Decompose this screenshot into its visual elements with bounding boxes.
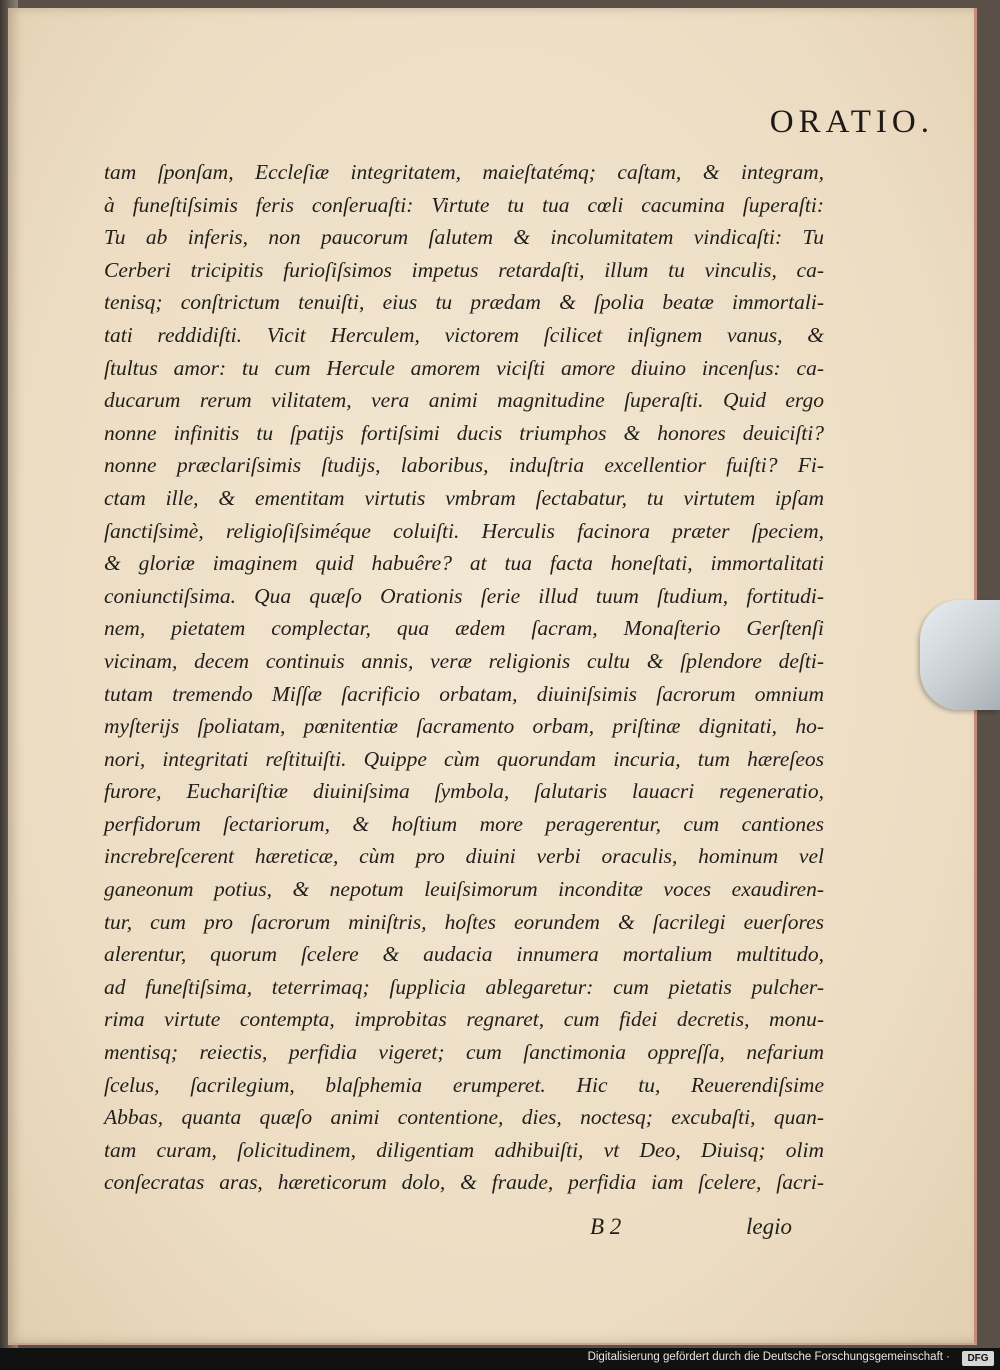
catchword: legio [746,1214,792,1239]
text-line: myſterijs ſpoliatam, pœnitentiæ ſacramento orbam, priſtinæ dignitati, ho- [104,714,824,739]
text-line: perfidorum ſectariorum, & hoſtium more peragerentur, cum cantiones [104,811,824,836]
page-tab-marker [920,600,1000,710]
text-line: tenisq; conſtrictum tenuiſti, eius tu prædam & ſpolia beatæ immortali- [104,290,824,315]
text-line: ſtultus amor: tu cum Hercule amorem viciſti amore diuino incenſus: ca- [104,355,824,380]
text-line: conſecratas aras, hæreticorum dolo, & fraude, perfidia iam ſcelere, ſacri- [104,1170,824,1195]
text-line: ctam ille, & ementitam virtutis vmbram ſectabatur, tu virtutem ipſam [104,485,824,510]
text-line: tam ſponſam, Eccleſiæ integritatem, maieſtatémq; caſtam, & integram, [104,160,824,184]
signature-mark: B 2 [590,1214,622,1239]
text-line: nem, pietatem complectar, qua ædem ſacram, Monaſterio Gerſtenſi [104,616,824,641]
body-text [104,156,824,1199]
page-footer [8,1214,974,1244]
text-line: ducarum rerum vilitatem, vera animi magnitudine ſuperaſti. Quid ergo [104,388,824,413]
text-line: ſanctiſsimè, religioſiſsiméque coluiſti. Herculis facinora præter ſpeciem, [104,518,824,543]
text-line: tur, cum pro ſacrorum miniſtris, hoſtes eorundem & ſacrilegi euerſores [104,909,824,934]
text-line: Abbas, quanta quæſo animi contentione, dies, noctesq; excubaſti, quan- [104,1105,824,1130]
book-page [8,8,977,1345]
running-header: ORATIO. [769,104,934,140]
text-line: à funeſtiſsimis feris conſeruaſti: Virtute tu tua cœli cacumina ſuperaſti: [104,192,824,217]
text-line: ſcelus, ſacrilegium, blaſphemia erumperet. Hic tu, Reuerendiſsime [104,1072,824,1097]
text-line: ganeonum potius, & nepotum leuiſsimorum inconditæ voces exaudiren- [104,877,824,902]
text-line: tutam tremendo Miſſæ ſacrificio orbatam, diuiniſsimis ſacrorum omnium [104,681,824,706]
text-line: vicinam, decem continuis annis, veræ religionis cultu & ſplendore deſti- [104,648,824,673]
text-line: Cerberi tricipitis furioſiſsimos impetus retardaſti, illum tu vinculis, ca- [104,257,824,282]
text-line: coniunctiſsima. Qua quæſo Orationis ſerie illud tuum ſtudium, fortitudi- [104,583,824,608]
text-line: & gloriæ imaginem quid habuêre? at tua facta honeſtati, immortalitati [104,551,824,576]
text-line: rima virtute contempta, improbitas regnaret, cum fidei decretis, monu- [104,1007,824,1032]
text-line: mentisq; reiectis, perfidia vigeret; cum ſanctimonia oppreſſa, nefarium [104,1040,824,1065]
text-line: nonne præclariſsimis ſtudijs, laboribus, induſtria excellentior fuiſti? Fi- [104,453,824,478]
text-line: Tu ab inferis, non paucorum ſalutem & incolumitatem vindicaſti: Tu [104,225,824,250]
credit-bar [0,1348,1000,1370]
text-line: nonne infinitis tu ſpatijs fortiſsimi ducis triumphos & honores deuiciſti? [104,420,824,445]
text-line: furore, Euchariſtiæ diuiniſsima ſymbola, ſalutaris lauacri regeneratio, [104,779,824,804]
text-line: nori, integritati reſtituiſti. Quippe cùm quorundam incuria, tum hæreſeos [104,746,824,771]
text-line: alerentur, quorum ſcelere & audacia innumera mortalium multitudo, [104,942,824,967]
text-line: ad funeſtiſsima, teterrimaq; ſupplicia ablegaretur: cum pietatis pulcher- [104,974,824,999]
dfg-logo-icon: DFG [962,1351,994,1366]
text-line: tati reddidiſti. Vicit Herculem, victorem ſcilicet inſignem vanus, & [104,322,824,347]
text-line: increbreſcerent hæreticæ, cùm pro diuini verbi oraculis, hominum vel [104,844,824,869]
credit-text: Digitalisierung gefördert durch die Deutsche Forschungsgemeinschaft · [587,1351,950,1363]
text-line: tam curam, ſolicitudinem, diligentiam adhibuiſti, vt Deo, Diuisq; olim [104,1137,824,1162]
